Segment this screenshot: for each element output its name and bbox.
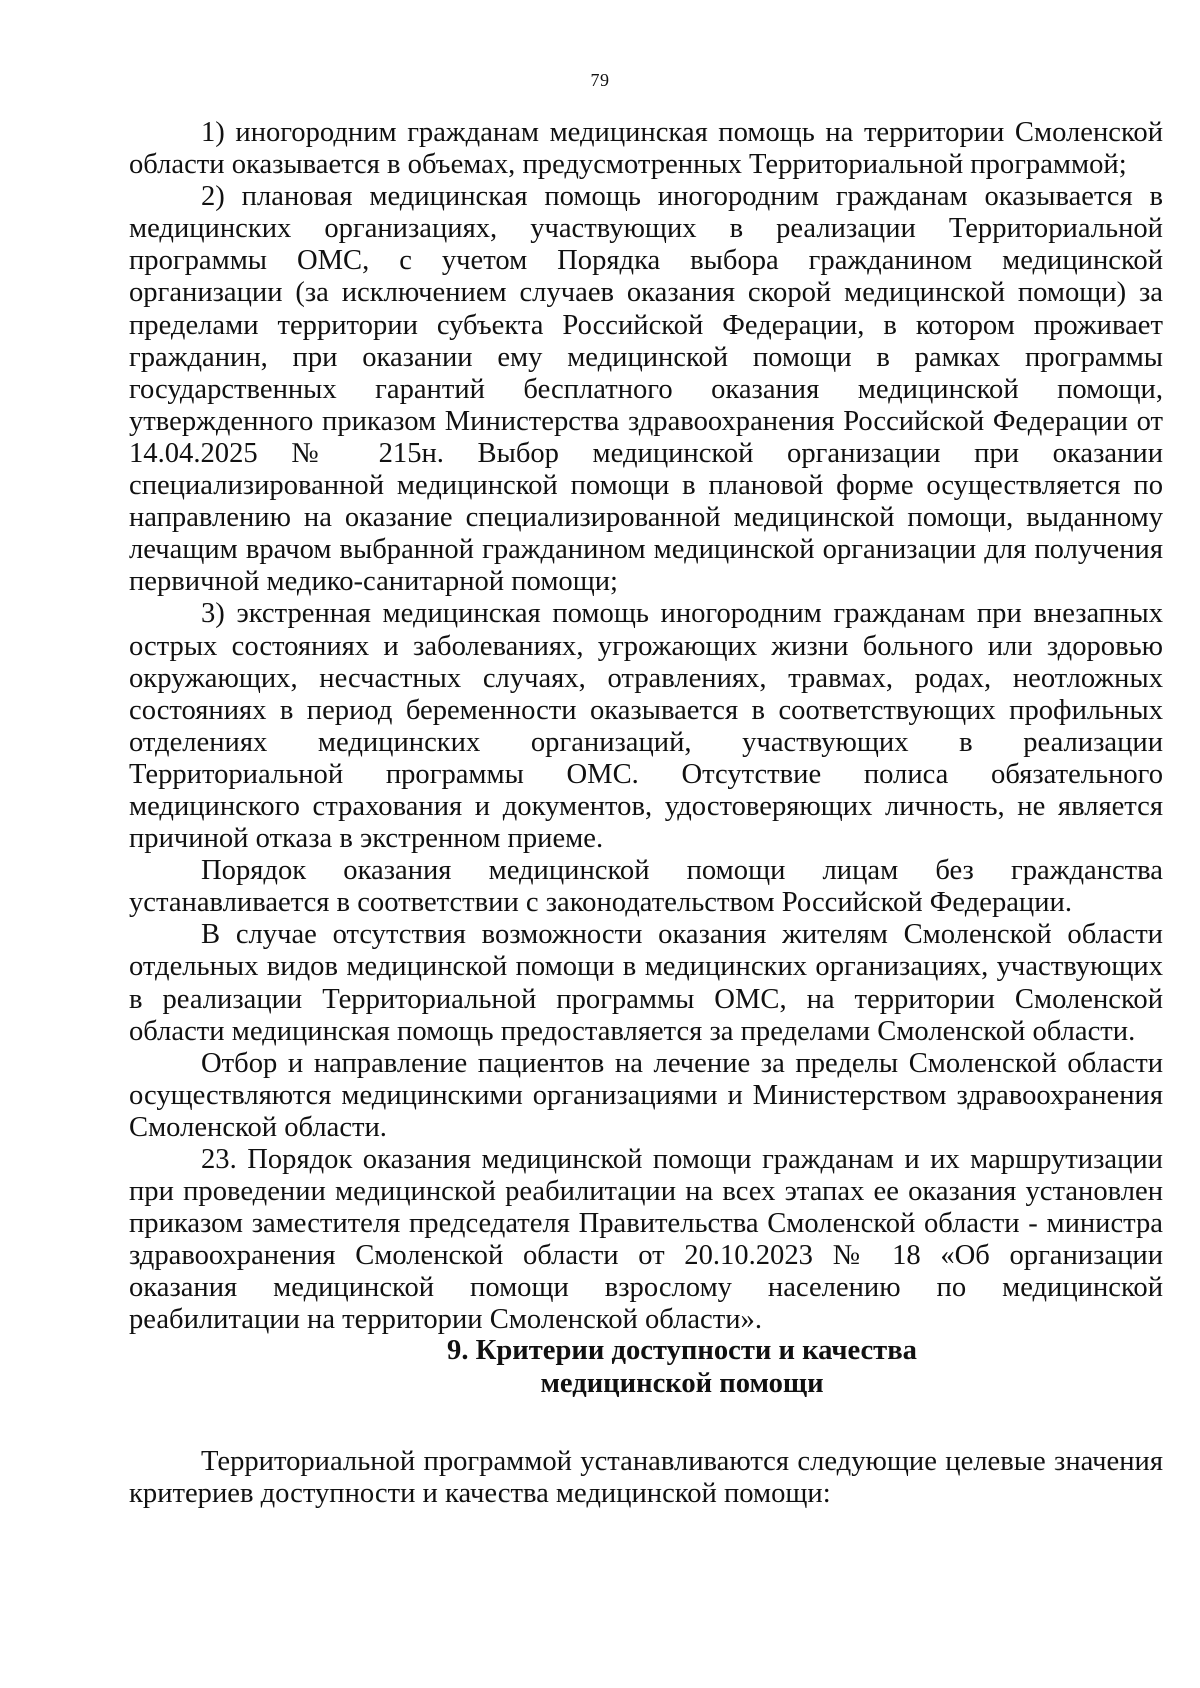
closing-paragraph: Территориальной программой устанавливаются следующие целевые значения критериев доступности и качества медицинской помощи: — [129, 1446, 1163, 1510]
section-heading — [129, 1334, 1163, 1400]
document-body — [129, 117, 1163, 1337]
paragraph-item-2: 2) плановая медицинская помощь иногородним гражданам оказывается в медицинских организациях, участвующих в реализации Территориальной программы ОМС, с учетом Порядка выбора гражданином медицинской организации (за исключением случаев оказания скорой медицинской помощи) за пределами территории субъекта Российской Федерации, в котором проживает гражданин, при оказании ему медицинской помощи в рамках программы государственных гарантий бесплатного оказания медицинской помощи, утвержденного приказом Министерства здравоохранения Российской Федерации от 14.04.2025 № 215н. Выбор медицинской организации при оказании специализированной медицинской помощи в плановой форме осуществляется по направлению на оказание специализированной медицинской помощи, выданному лечащим врачом выбранной гражданином медицинской организации для получения первичной медико-санитарной помощи; — [129, 181, 1163, 598]
page-number: 79 — [590, 70, 610, 90]
paragraph-patient-referral: Отбор и направление пациентов на лечение за пределы Смоленской области осуществляются медицинскими организациями и Министерством здравоохранения Смоленской области. — [129, 1047, 1163, 1143]
section-heading-line-2: медицинской помощи — [540, 1368, 824, 1399]
paragraph-clause-23: 23. Порядок оказания медицинской помощи гражданам и их маршрутизации при проведении медицинской реабилитации на всех этапах ее оказания установлен приказом заместителя председателя Правительства Смоленской области - министра здравоохранения Смоленской области от 20.10.2023 № 18 «Об организации оказания медицинской помощи взрослому населению по медицинской реабилитации на территории Смоленской области». — [129, 1144, 1163, 1336]
paragraph-stateless-persons: Порядок оказания медицинской помощи лицам без гражданства устанавливается в соответствии с законодательством Российской Федерации. — [129, 855, 1163, 919]
closing-block — [129, 1446, 1163, 1510]
paragraph-item-1: 1) иногородним гражданам медицинская помощь на территории Смоленской области оказывается в объемах, предусмотренных Территориальной программой; — [129, 117, 1163, 181]
paragraph-outside-region: В случае отсутствия возможности оказания жителям Смоленской области отдельных видов медицинской помощи в медицинских организациях, участвующих в реализации Территориальной программы ОМС, на территории Смоленской области медицинская помощь предоставляется за пределами Смоленской области. — [129, 919, 1163, 1047]
section-heading-line-1: 9. Критерии доступности и качества — [447, 1335, 917, 1366]
paragraph-item-3: 3) экстренная медицинская помощь иногородним гражданам при внезапных острых состояниях и заболеваниях, угрожающих жизни больного или здоровью окружающих, несчастных случаях, отравлениях, травмах, родах, неотложных состояниях в период беременности оказывается в соответствующих профильных отделениях медицинских организаций, участвующих в реализации Территориальной программы ОМС. Отсутствие полиса обязательного медицинского страхования и документов, удостоверяющих личность, не является причиной отказа в экстренном приеме. — [129, 598, 1163, 855]
